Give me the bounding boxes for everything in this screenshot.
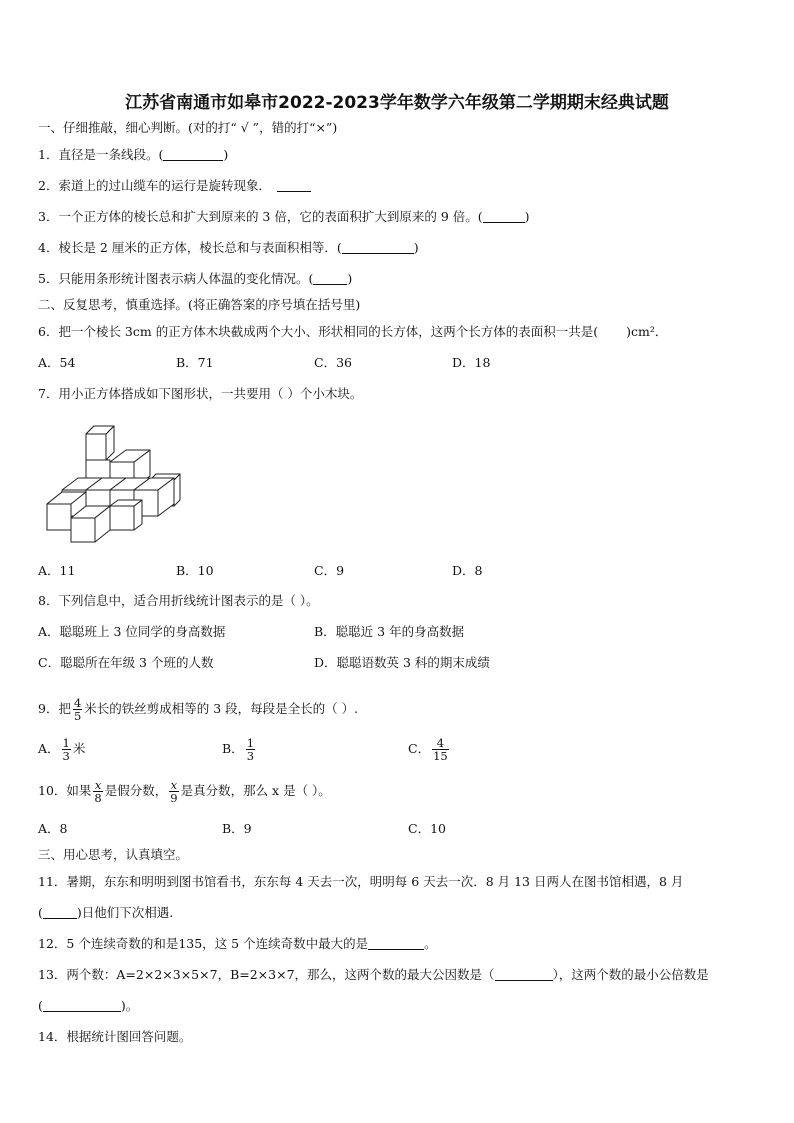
q7-option-d[interactable]: D．8 (452, 563, 483, 578)
question-10: 10．如果 $\frac{x}{8}$ 是假分数， $\frac{x}{9}$ 是真分数，那么 x 是（ ）。 (38, 778, 331, 805)
question-11-line-2: ( )日他们下次相遇. (38, 905, 174, 920)
q6-option-d[interactable]: D．18 (452, 355, 491, 370)
fraction: $\frac{x}{9}$ (170, 778, 178, 805)
q9-option-a[interactable]: A． $\frac{1}{3}$ 米 (38, 736, 86, 763)
question-4: 4．棱长是 2 厘米的正方体，棱长总和与表面积相等．( ) (38, 240, 419, 255)
question-13-line-1: 13．两个数：A=2×2×3×5×7，B=2×3×7，那么，这两个数的最大公因数是（ ），这两个数的最小公倍数是 (38, 967, 709, 982)
q7-option-c[interactable]: C．9 (314, 563, 345, 578)
q8-option-c[interactable]: C．聪聪所在年级 3 个班的人数 (38, 655, 214, 670)
q10-option-c[interactable]: C．10 (408, 821, 446, 836)
answer-blank[interactable] (495, 968, 553, 981)
q7-option-a[interactable]: A．11 (38, 563, 76, 578)
question-6: 6．把一个棱长 3cm 的正方体木块截成两个大小、形状相同的长方体，这两个长方体的表面积一共是( )cm²． (38, 324, 668, 339)
answer-blank[interactable] (342, 241, 414, 254)
answer-blank[interactable] (43, 906, 77, 919)
question-1: 1．直径是一条线段。( ) (38, 147, 229, 162)
question-12: 12．5 个连续奇数的和是135，这 5 个连续奇数中最大的是 。 (38, 936, 437, 951)
section-3-heading: 三、用心思考，认真填空。 (38, 847, 189, 862)
answer-blank[interactable] (43, 999, 121, 1012)
question-14: 14．根据统计图回答问题。 (38, 1029, 192, 1044)
answer-blank[interactable] (483, 210, 525, 223)
q10-option-a[interactable]: A．8 (38, 821, 68, 836)
q10-option-b[interactable]: B．9 (222, 821, 252, 836)
fraction: $\frac{1}{3}$ (62, 736, 70, 763)
q6-option-a[interactable]: A．54 (38, 355, 76, 370)
answer-blank[interactable] (313, 272, 347, 285)
q8-option-a[interactable]: A．聪聪班上 3 位同学的身高数据 (38, 624, 226, 639)
section-2-heading: 二、反复思考，慎重选择。(将正确答案的序号填在括号里) (38, 297, 361, 312)
section-1-heading: 一、仔细推敲，细心判断。(对的打“ √ ”，错的打“×”) (38, 120, 338, 135)
q6-option-b[interactable]: B．71 (176, 355, 214, 370)
q9-option-b[interactable]: B． $\frac{1}{3}$ (222, 736, 255, 763)
fraction: $\frac{4}{15}$ (433, 736, 448, 763)
cube-stack-figure (46, 424, 186, 544)
q8-option-b[interactable]: B．聪聪近 3 年的身高数据 (314, 624, 465, 639)
question-3: 3．一个正方体的棱长总和扩大到原来的 3 倍，它的表面积扩大到原来的 9 倍。( ) (38, 209, 530, 224)
question-11-line-1: 11．暑期，东东和明明到图书馆看书，东东每 4 天去一次，明明每 6 天去一次．8 月 13 日两人在图书馆相遇，8 月 (38, 874, 684, 889)
answer-blank[interactable] (368, 937, 424, 950)
question-13-line-2: ( )。 (38, 998, 139, 1013)
q6-option-c[interactable]: C．36 (314, 355, 352, 370)
question-8: 8．下列信息中，适合用折线统计图表示的是（ ）。 (38, 593, 319, 608)
fraction: $\frac{x}{8}$ (94, 778, 102, 805)
answer-blank[interactable] (163, 148, 223, 161)
fraction: $\frac{4}{5}$ (73, 696, 82, 723)
answer-blank[interactable] (277, 179, 311, 192)
q8-option-d[interactable]: D．聪聪语数英 3 科的期末成绩 (314, 655, 490, 670)
q9-option-c[interactable]: C． $\frac{4}{15}$ (408, 736, 448, 763)
fraction: $\frac{1}{3}$ (246, 736, 255, 763)
page-title: 江苏省南通市如皋市2022-2023学年数学六年级第二学期期末经典试题 (125, 93, 669, 113)
question-2: 2．索道上的过山缆车的运行是旋转现象． (38, 178, 311, 194)
question-7: 7．用小正方体搭成如下图形状，一共要用（ ）个小木块。 (38, 386, 363, 401)
question-5: 5．只能用条形统计图表示病人体温的变化情况。( ) (38, 271, 353, 286)
question-9: 9．把 $\frac{4}{5}$ 米长的铁丝剪成相等的 3 段，每段是全长的（ ）. (38, 696, 359, 723)
q7-option-b[interactable]: B．10 (176, 563, 214, 578)
